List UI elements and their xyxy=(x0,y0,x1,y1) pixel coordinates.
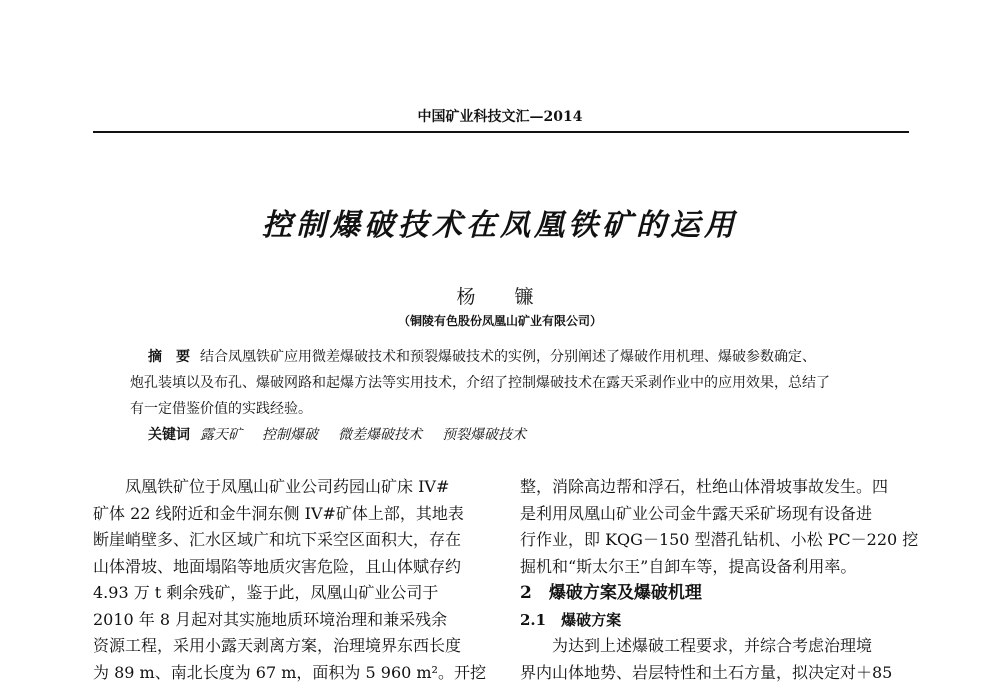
left-column xyxy=(93,474,488,686)
body-line: 4.93 万 t 剩余残矿，鉴于此，凤凰山矿业公司于 xyxy=(93,583,439,602)
keywords-label: 关键词 xyxy=(148,427,190,443)
body-line: 整，消除高边帮和浮石，杜绝山体滑坡事故发生。四 xyxy=(520,477,889,496)
body-line: 掘机和“斯太尔王”自卸车等，提高设备利用率。 xyxy=(520,556,857,576)
body-line: 2010 年 8 月起对其实施地质环境治理和兼采残余 xyxy=(93,609,448,629)
body-line: 矿体 22 线附近和金牛洞东侧 IV#矿体上部，其地表 xyxy=(93,503,464,523)
keyword: 预裂爆破技术 xyxy=(442,427,526,443)
header-rule xyxy=(93,131,909,133)
author: 杨 镰 xyxy=(456,286,544,308)
keyword: 控制爆破 xyxy=(262,427,318,443)
body-line: 是利用凤凰山矿业公司金牛露天采矿场现有设备进 xyxy=(520,503,873,523)
section-heading: 2 爆破方案及爆破机理 xyxy=(520,583,702,603)
keyword: 露天矿 xyxy=(200,427,242,443)
abstract-line xyxy=(148,344,816,370)
abstract-text: 结合凤凰铁矿应用微差爆破技术和预裂爆破技术的实例，分别阐述了爆破作用机理、爆破参数确定、 xyxy=(200,349,816,365)
right-column xyxy=(520,474,919,686)
body-line: 凤凰铁矿位于凤凰山矿业公司药园山矿床 IV# xyxy=(125,477,450,496)
affiliation: （铜陵有色股份凤凰山矿业有限公司） xyxy=(397,314,602,328)
body-line: 行作业，即 KQG－150 型潜孔钻机、小松 PC－220 挖 xyxy=(520,530,919,549)
body-line: 资源工程，采用小露天剥离方案，治理境界东西长度 xyxy=(93,636,462,655)
abstract-line: 炮孔装填以及布孔、爆破网路和起爆方法等实用技术，介绍了控制爆破技术在露天采剥作业中的应用效果，总结了 xyxy=(130,375,830,391)
abstract-line: 有一定借鉴价值的实践经验。 xyxy=(130,401,312,417)
body-line: 断崖峭壁多、汇水区域广和坑下采空区面积大，存在 xyxy=(93,530,462,549)
body-line: 为 89 m、南北长度为 67 m，面积为 5 960 m²。开挖 xyxy=(93,662,486,682)
body-line: 为达到上述爆破工程要求，并综合考虑治理境 xyxy=(552,636,873,655)
paper-title: 控制爆破技术在凤凰铁矿的运用 xyxy=(262,208,738,243)
body-line: 山体滑坡、地面塌陷等地质灾害危险，且山体赋存约 xyxy=(93,556,462,576)
running-head: 中国矿业科技文汇—2014 xyxy=(417,109,583,125)
abstract-label: 摘 要 xyxy=(148,349,190,365)
keyword: 微差爆破技术 xyxy=(338,427,422,443)
subsection-heading: 2.1 爆破方案 xyxy=(520,610,622,629)
keywords xyxy=(148,422,546,448)
body-line: 界内山体地势、岩层特性和土石方量，拟决定对＋85 xyxy=(520,662,893,682)
